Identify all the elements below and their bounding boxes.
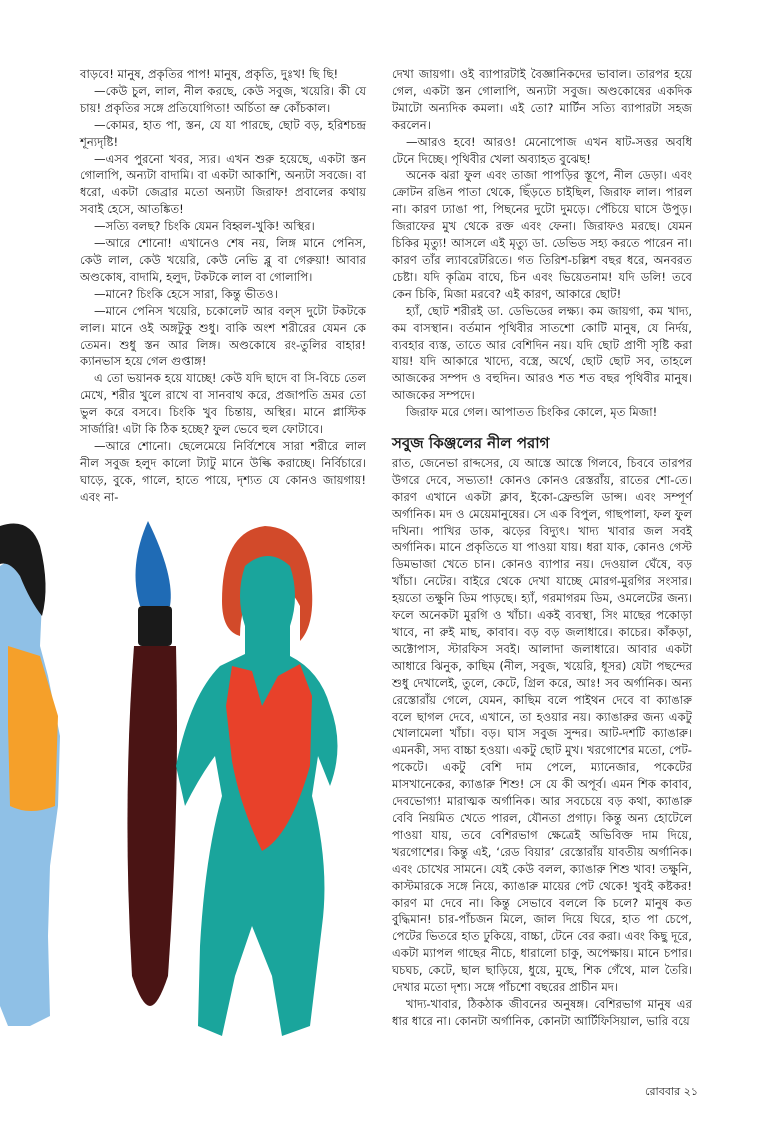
paragraph: হ্যাঁ, ছোট শরীরই ডা. ডেভিডের লক্ষ্য। কম জায়গা, কম খাদ্য, কম বাসস্থান। বর্তমান পৃথিবীর সাতশো কোটি মানুষ, যে নির্দয়, ব্যবহার ব্যস্ত, তাতে আর বেশিদিন নয়। যদি ছোট প্রাণী সৃষ্টি করা যায়! যদি আকারে খাদ্যে, বস্ত্রে, অর্থে, ছোট ছোট সব, তাহলে আজকের সম্পদ ও বহুদিন। আরও শত শত বছর পৃথিবীর মানুষ। আজকের সম্পদে। [392,303,692,403]
paragraph: জিরাফ মরে গেল। আপাতত চিংকির কোলে, মৃত মিজা! [406,405,658,420]
paragraph: —কোমর, হাত পা, স্তন, যে যা পারছে, ছোট বড়, হরিশচন্দ্র শূন্যদৃষ্টি! [80,117,366,149]
paragraph: এ তো ভয়ানক হয়ে যাচ্ছে! কেউ যদি ছাদে বা সি-বিচে তেল মেখে, শরীর খুলে রাখে বা সানবাথ করে, প্রজাপতি ভ্রমর তো ভুল করে বসবে। চিংকি খুব চিন্তায়, অস্থির। মানে প্লাস্টিক সার্জারি! এটা কি ঠিক হচ্ছে? ফুল ভেবে হুল ফোটাবে। [80,371,366,437]
paragraph: —কেউ চুল, লাল, নীল করছে, কেউ সবুজ, খয়েরি। কী যে চায়! প্রকৃতির সঙ্গে প্রতিযোগিতা! অর্চিতা ভ্রু কোঁচকাল। [80,83,366,115]
brush-tip [136,521,171,606]
brush-handle [127,646,177,1006]
brush-ferrule [138,606,172,646]
paragraph: —মানে পেনিস খয়েরি, চকোলেট আর বল্স দুটো টকটকে লাল। মানে ওই অঙ্গটুকু শুধু। বাকি অংশ শরীরের যেমন কে তেমন। শুধু স্তন আর লিঙ্গ। অণ্ডকোষে রং-তুলির বাহার! ক্যানভাস হয়ে গেল গুপ্তাঙ্গ! [80,303,366,369]
page-folio: রোববার ২১ [645,1085,698,1098]
illustration-figures-and-brush [0,506,380,1046]
paragraph: —সত্যি বলছ? চিংকি যেমন বিহ্বল-খুকি! অস্থির। [94,219,315,234]
paragraph: —এসব পুরনো খবর, স্যর। এখন শুরু হয়েছে, একটা স্তন গোলাপি, অন্যটা বাদামি। বা একটা আকাশি, অন্যটা সবজে। বা ধরো, একটা জেব্রার মতো অন্যটা জিরাফ! প্রবালের কথায় সবাই হেসে, আতঙ্কিত! [80,151,366,217]
paragraph: —মানে? চিংকি হেসে সারা, কিন্তু ভীতও। [94,286,278,301]
article-right-column [392,66,692,1030]
paragraph: —আরে শোনো! এখানেও শেষ নয়, লিঙ্গ মানে পেনিস, কেউ লাল, কেউ খয়েরি, কেউ নেভি ব্লু বা গেরুয়া! আবার অণ্ডকোষ, বাদামি, হলুদ, টকটকে লাল বা গোলাপি। [80,236,366,284]
left-figure-swimsuit [8,646,58,811]
paragraph: খাদ্য-খাবার, ঠিকঠাক জীবনের অনুষঙ্গ। বেশিরভাগ মানুষ এর ধার ধারে না। কোনটা অর্গানিক, কোনটা আর্টিফিসিয়াল, ভারি বয়ে [392,996,692,1028]
paragraph: রাত, জেনেভা রাব্দসের, যে আস্তে আস্তে গিলবে, চিববে তারপর উগরে দেবে, সভ্যতা! কোনও কোনও রেস্তরাঁয়, রাতের শো-তে। কারণ এখানে একটা ক্লাব, ইকো-ফ্রেন্ডলি ডান্স। এবং সম্পূর্ণ অর্গানিক। মদ ও মেয়েমানুষের। সে এক বিপুল, গাছপালা, ফল ফুল দখিনা। পাখির ডাক, ঝড়ের বিদ্যুৎ। খাদ্য খাবার জল সবই অর্গানিক। মানে প্রকৃতিতে যা পাওয়া যায়। ধরা যাক, কোনও গেস্ট ডিমভাজা খেতে চান। কোনও ব্যাপার নয়। দেওয়াল ঘেঁষে, বড় খাঁচা। নেটের। বাইরে থেকে দেখা যাচ্ছে মোরগ-মুরগির সংসার। হয়তো তক্ষুনি ডিম পাড়ছে। হ্যাঁ, গরমাগরম ডিম, ওমলেটের জন্য। ফলে অনেকটা মুরগি ও খাঁচা। একই ব্যবস্থা, সিং মাছের পকোড়া খাবে, না রুই মাছ, কাবাব। বড় বড় জলাধারে। কাচের। কাঁকড়া, অক্টোপাস, স্টারফিস সবই। আলাদা জলাধারে। আবার একটা আধারে ঝিনুক, কাছিম (নীল, সবুজ, খয়েরি, ধূসর) যেটা পছন্দের শুধু দেখালেই, তুলে, কেটে, গ্রিল করে, আঃ! সব অর্গানিক। অন্য রেস্তোরাঁয় গেলে, যেমন, কাছিম বলে পাইথন দেবে বা ক্যাঙারু বলে ছাগল দেবে, এখানে, তা হওয়ার নয়। ক্যাঙারুর জন্য একটু খোলামেলা খাঁচা। বড়। ঘাস সবুজ সুন্দর। আট-দশটি ক্যাঙারু। এমনকী, সদ্য বাচ্চা হওয়া। একটু ছোট মুখ। খরগোশের মতো, পেট-পকেটে। একটু বেশি দাম পেলে, ম্যানেজার, পকেটের মাসখানেকের, ক্যাঙারু শিশু! সে যে কী অপূর্ব। এমন শিক কাবাব, দেবভোগ্য! মারাত্মক অর্গানিক। আর সবচেয়ে বড় কথা, ক্যাঙারু বেবি নিয়মিত খেতে পারল, যৌনতা প্রগাঢ়। কিন্তু অন্য হোটেলে পাওয়া যায়, তবে বেশিরভাগ ক্ষেত্রেই অভিবিক্ত দাম দিয়ে, খরগোশের। কিন্তু এই, ‘রেড বিয়ার’ রেস্তোরাঁয় যাবতীয় অর্গানিক। এবং চোখের সামনে। যেই কেউ বলল, ক্যাঙারু শিশু খাব! তক্ষুনি, কাস্টমারকে সঙ্গে নিয়ে, ক্যাঙারু মায়ের পেট থেকে! খুবই কষ্টকর! কারণ মা দেবে না। কিন্তু সেভাবে বললে কি চলে? মানুষ কত বুদ্ধিমান! চার-পাঁচজন মিলে, জাল দিয়ে ঘিরে, হাত পা চেপে, পেটের ভিতরে হাত ঢুকিয়ে, বাচ্চা, টেনে বের করা। এবং কিছু দূরে, একটা ম্যাপল গাছের নীচে, ধারালো চাকু, অপেক্ষায়। মানে চপার। ঘচঘচ, কেটে, ছাল ছাড়িয়ে, ধুয়ে, মুছে, শিক গেঁথে, মাল তৈরি। দেখার মতো দৃশ্য। সঙ্গে পাঁচশো বছরের প্রাচীন মদ। [392,455,692,995]
paragraph: অনেক ঝরা ফুল এবং তাজা পাপড়ির স্তূপে, নীল ডেড়া। এবং ক্রোটন রঙিন পাতা থেকে, ছিঁড়তে চাইছিল, জিরাফ লাল। পারল না। কারণ ঢ্যাঙা পা, পিছনের দুটো দুমড়ে। পেঁচিয়ে ঘাসে উপুড়। জিরাফের মুখ থেকে রক্ত এবং ফেনা। জিরাফও মরছে। যেমন চিকির মৃত্যু! আসলে এই মৃত্যু ডা. ডেভিড সহ্য করতে পারেন না। কারণ তাঁর ল্যাবরেটরিতে। গত তিরিশ-চল্লিশ বছর ধরে, অনবরত চেষ্টা। যদি কৃত্রিম বাঘে, চিন এবং ভিয়েতনাম! যদি ডলি! তবে কেন চিকি, মিজা মরবে? এই কারণ, আকারে ছোট! [392,168,692,301]
paragraph: —আরও হবে! আরও! মেনোপোজ এখন ষাট-সত্তর অবধি টেনে দিচ্ছে। পৃথিবীর খেলা অব্যাহত বুঝেছ! [392,134,692,166]
paragraph: দেখা জায়গা। ওই ব্যাপারটাই বৈজ্ঞানিকদের ভাবাল। তারপর হয়ে গেল, একটা স্তন গোলাপি, অন্যটা সবুজ। অণ্ডকোষের একদিক টমাটো অন্যদিক কমলা। এই তো? মার্টিন সত্যি ব্যাপারটা সহজ করলেন। [392,67,692,132]
section-heading: সবুজ কিঞ্জলের নীল পরাগ [392,434,550,453]
article-left-column [80,66,366,506]
paragraph: বাড়বে! মানুষ, প্রকৃতির পাপ! মানুষ, প্রকৃতি, দুঃখ! ছি ছি! [80,67,339,81]
paragraph: —আরে শোনো। ছেলেমেয়ে নির্বিশেষে সারা শরীরে লাল নীল সবুজ হলুদ কালো ট্যাটু মানে উল্কি করাচ্ছে। নির্বিচারে। ঘাড়ে, বুকে, গালে, হাতে পায়ে, দৃশ্যত যে কোনও জায়গায়! এবং না- [80,438,366,504]
